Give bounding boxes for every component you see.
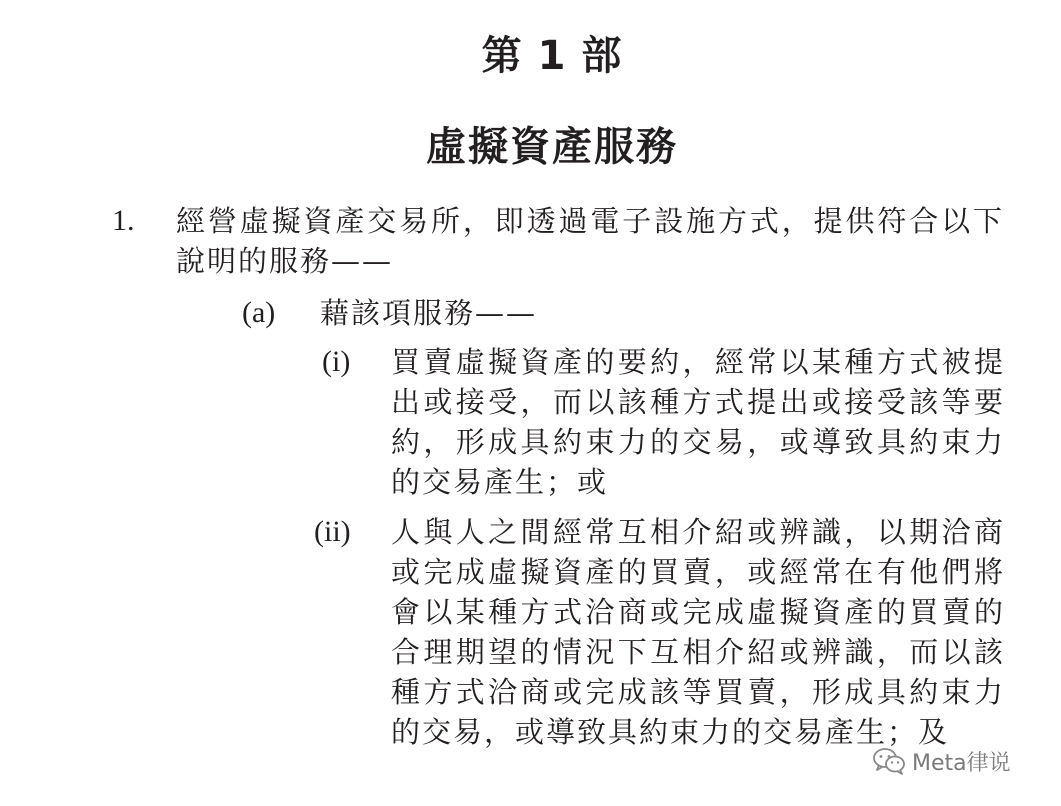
- paragraph-number: 1.: [112, 204, 135, 237]
- subitem-label-ii: (ii): [314, 515, 351, 548]
- section-heading: 虛擬資產服務: [426, 124, 678, 170]
- wechat-icon: [872, 747, 906, 775]
- item-text-a: 藉該項服務——: [320, 296, 538, 330]
- paragraph-text: 經營虛擬資產交易所，即透過電子設施方式，提供符合以下說明的服務——: [176, 204, 1004, 278]
- part-heading: 第 1 部: [481, 33, 623, 79]
- item-label-a: (a): [242, 296, 276, 329]
- subitem-label-i: (i): [322, 345, 351, 378]
- subitem-text-ii: 人與人之間經常互相介紹或辨識，以期洽商或完成虛擬資產的買賣，或經常在有他們將會以某種方式洽商或完成虛擬資產的買賣的合理期望的情況下互相介紹或辨識，而以該種方式洽商或完成該等買賣，形成具約束力的交易，或導致具約束力的交易產生；及: [391, 515, 1005, 749]
- watermark-text: Meta律说: [912, 750, 1011, 776]
- watermark: [872, 743, 1011, 779]
- subitem-text-i: 買賣虛擬資產的要約，經常以某種方式被提出或接受，而以該種方式提出或接受該等要約，形成具約束力的交易，或導致具約束力的交易產生；或: [391, 345, 1005, 499]
